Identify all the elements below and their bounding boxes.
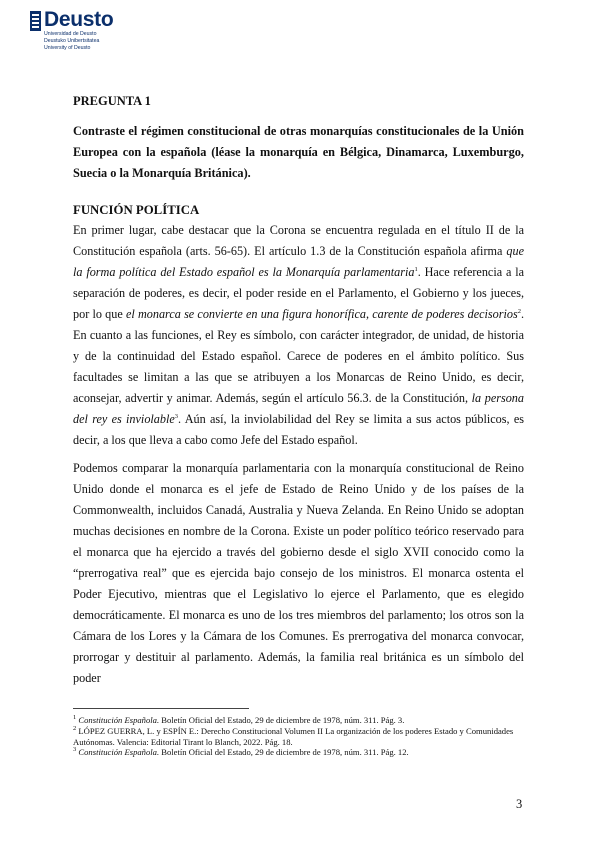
footnote-1 [73,715,524,726]
footnote-italic: Constitución Española. [78,715,160,725]
footnote-text: LÓPEZ GUERRA, L. y ESPÍN E.: Derecho Constitucional Volumen II La organización de los poderes Estado y Comunidades Autónomas. Valencia: Editorial Tirant lo Blanch, 2022. Pág. 18. [73,725,514,747]
footnote-ref-3[interactable]: 3 [174,412,179,420]
paragraph-1-text-c: . En cuanto a las funciones, el Rey es símbolo, con carácter integrador, de unidad, de historia y de la continuidad del Estado español. Carece de poderes en el ámbito político. Sus facultades se limitan a las que se atribuyen a los Monarcas de Reino Unido, es decir, aconsejar, advertir y animar. Además, según el artículo 56.3. de la Constitución, [73,307,524,405]
paragraph-1 [73,220,524,451]
footnote-ref-1[interactable]: 1 [414,265,418,273]
footnotes [73,715,524,758]
footnote-2 [73,726,524,748]
paragraph-1-text-d: . Aún así, la inviolabilidad del Rey se limita a sus actos públicos, es decir, a los que lleva a cabo como Jefe del Estado español. [73,412,525,447]
footnote-text: Boletín Oficial del Estado, 29 de diciembre de 1978, núm. 311. Pág. 3. [159,715,405,725]
footnote-number: 2 [73,724,77,732]
footnote-number: 1 [73,714,77,722]
paragraph-2: Podemos comparar la monarquía parlamentaria con la monarquía constitucional de Reino Unido donde el monarca es el jefe de Estado de Reino Unido y de los países de la Commonwealth, incluidos Canadá, Australia y Nueva Zelanda. En Reino Unido se adoptan muchas decisiones en nombre de la Corona. Existe un poder político teórico reservado para el monarca que ha ejercido a través del gobierno desde el siglo XVII conocido como la “prerrogativa real” que es ejercida bajo consejo de los ministros. El monarca ostenta el Poder Ejecutivo, mientras que el Legislativo lo ejerce el Parlamento, que es elegido democráticamente. El monarca es uno de los tres miembros del parlamento; los otros son la Cámara de los Lores y la Cámara de los Comunes. Es prerrogativa del monarca convocar, prorrogar y destituir al parlamento. Además, la familia real británica es un símbolo del poder [73,461,524,685]
logo-wordmark: Deusto [44,8,114,31]
page-number: 3 [516,797,523,811]
logo-subtitle-3: University of Deusto [44,45,91,51]
logo-subtitle-1: Universidad de Deusto [44,31,97,37]
footnote-text: Boletín Oficial del Estado, 29 de diciembre de 1978, núm. 311. Pág. 12. [159,747,409,758]
footnote-divider [73,708,249,709]
footnote-ref-2[interactable]: 2 [517,307,521,315]
paragraph-1-text-b: . Hace referencia a la separación de poderes, es decir, el poder reside en el Parlamento, el Gobierno y los jueces, por lo que [73,265,525,321]
footnote-number: 3 [73,746,77,754]
quote-forma-politica: que la forma política del Estado español es la Monarquía parlamentaria [73,244,524,279]
section-heading: FUNCIÓN POLÍTICA [73,203,200,217]
footnote-italic: Constitución Española. [78,747,160,758]
logo-subtitle-2: Deustuko Unibertsitatea [44,38,100,44]
question-text: Contraste el régimen constitucional de otras monarquías constitucionales de la Unión Europea con la española (léase la monarquía en Bélgica, Dinamarca, Luxemburgo, Suecia o la Monarquía Británica). [73,124,524,180]
question-title: PREGUNTA 1 [73,94,151,108]
quote-figura-honorifica: el monarca se convierte en una figura honorífica, carente de poderes decisorios [125,307,518,321]
deusto-logo [30,9,113,51]
quote-inviolable: la persona del rey es inviolable [73,391,524,426]
paragraph-1-text-a: En primer lugar, cabe destacar que la Corona se encuentra regulada en el título II de la Constitución española (arts. 56-65). El artículo 1.3 de la Constitución española afirma [73,223,524,258]
deusto-shield-icon [30,11,41,31]
footnote-3 [73,747,524,758]
